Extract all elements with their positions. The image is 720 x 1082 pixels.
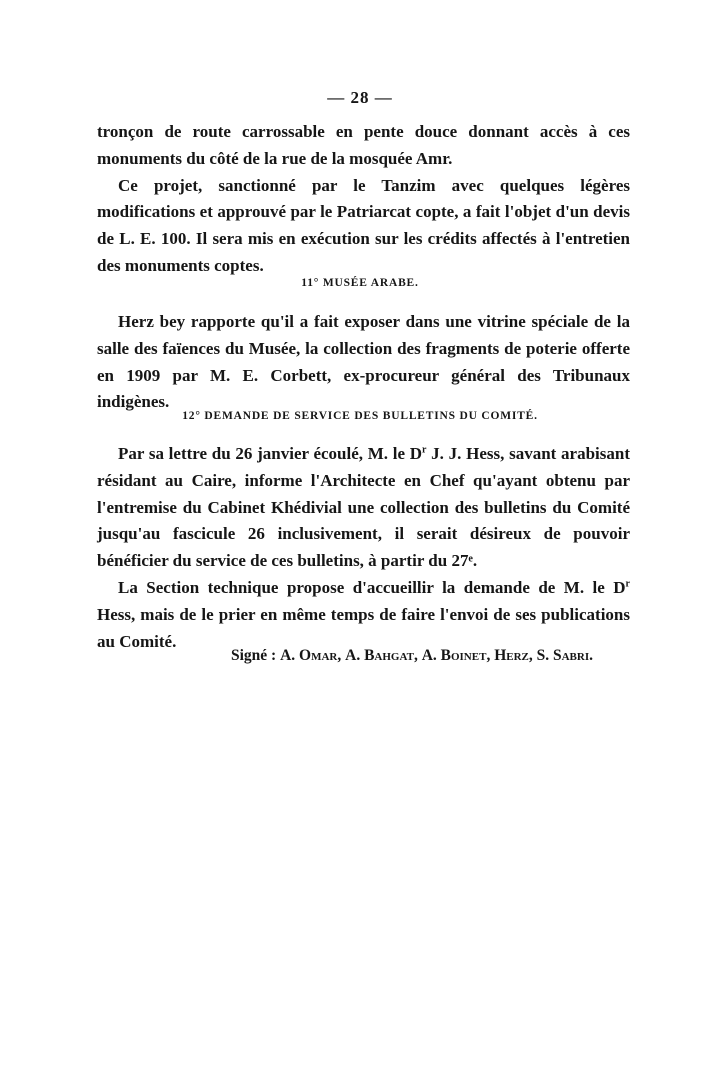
paragraph-projet: Ce projet, sanctionné par le Tanzim avec quelques légères modifications et approuvé par le Patriarcat copte, a fait l'objet d'un devis de L. E. 100. Il sera mis en exécution sur les crédits affectés à l'entretien des monuments coptes. bbox=[97, 175, 630, 275]
paragraph-lettre-hess bbox=[97, 441, 630, 575]
paragraph-section-technique bbox=[97, 575, 630, 655]
section12-text bbox=[97, 441, 630, 655]
signature-separator: , bbox=[413, 647, 422, 664]
signatory-name: S. Sabri. bbox=[536, 647, 593, 664]
superscript-r: r bbox=[625, 578, 630, 590]
signature-line bbox=[231, 647, 631, 665]
paragraph-musee-arabe: Herz bey rapporte qu'il a fait exposer dans une vitrine spéciale de la salle des faïences du Musée, la collection des fragments de poterie offerte en 1909 par M. E. Corbett, ex-procureur général des Tribunaux indigènes. bbox=[97, 312, 630, 412]
section-heading-demande-service: 12° DEMANDE DE SERVICE DES BULLETINS DU COMITÉ. bbox=[182, 410, 538, 422]
signature-separator: , bbox=[486, 647, 495, 664]
signature-prefix: Signé : bbox=[231, 647, 281, 664]
section11-text bbox=[97, 309, 630, 416]
signature-separator: , bbox=[337, 647, 346, 664]
lettre-text-part1: Par sa lettre du 26 janvier écoulé, M. le D bbox=[118, 444, 423, 463]
section1-text bbox=[97, 119, 630, 280]
paragraph-continuation: tronçon de route carrossable en pente douce donnant accès à ces monuments du côté de la rue de la mosquée Amr. bbox=[97, 122, 630, 168]
signatory-name: Herz bbox=[494, 647, 529, 664]
signatory-name: A. Omar bbox=[280, 647, 338, 664]
superscript-r: r bbox=[422, 444, 427, 456]
page-number: — 28 — bbox=[327, 88, 393, 107]
technique-text-part1: La Section technique propose d'accueillir la demande de M. le D bbox=[118, 577, 626, 597]
signatory-name: A. Bahgat bbox=[345, 647, 414, 664]
technique-text-part2: Hess, mais de le prier en même temps de faire l'envoi de ses publications au Comité. bbox=[97, 604, 630, 651]
lettre-text-part2: J. J. Hess, savant arabisant résidant au Caire, informe l'Architecte en Chef qu'ayant obtenu par l'entremise du Cabinet Khédivial une collection des bulletins du Comité jusqu'au fascicule 26 inclusivement, il serait désireux de pouvoir bénéficier du service de ces bulletins, à partir du 27ᵉ. bbox=[97, 444, 630, 571]
signature-separator: , bbox=[528, 647, 537, 664]
signatory-name: A. Boinet bbox=[421, 647, 487, 664]
section-heading-musee-arabe: 11° MUSÉE ARABE. bbox=[301, 277, 419, 289]
